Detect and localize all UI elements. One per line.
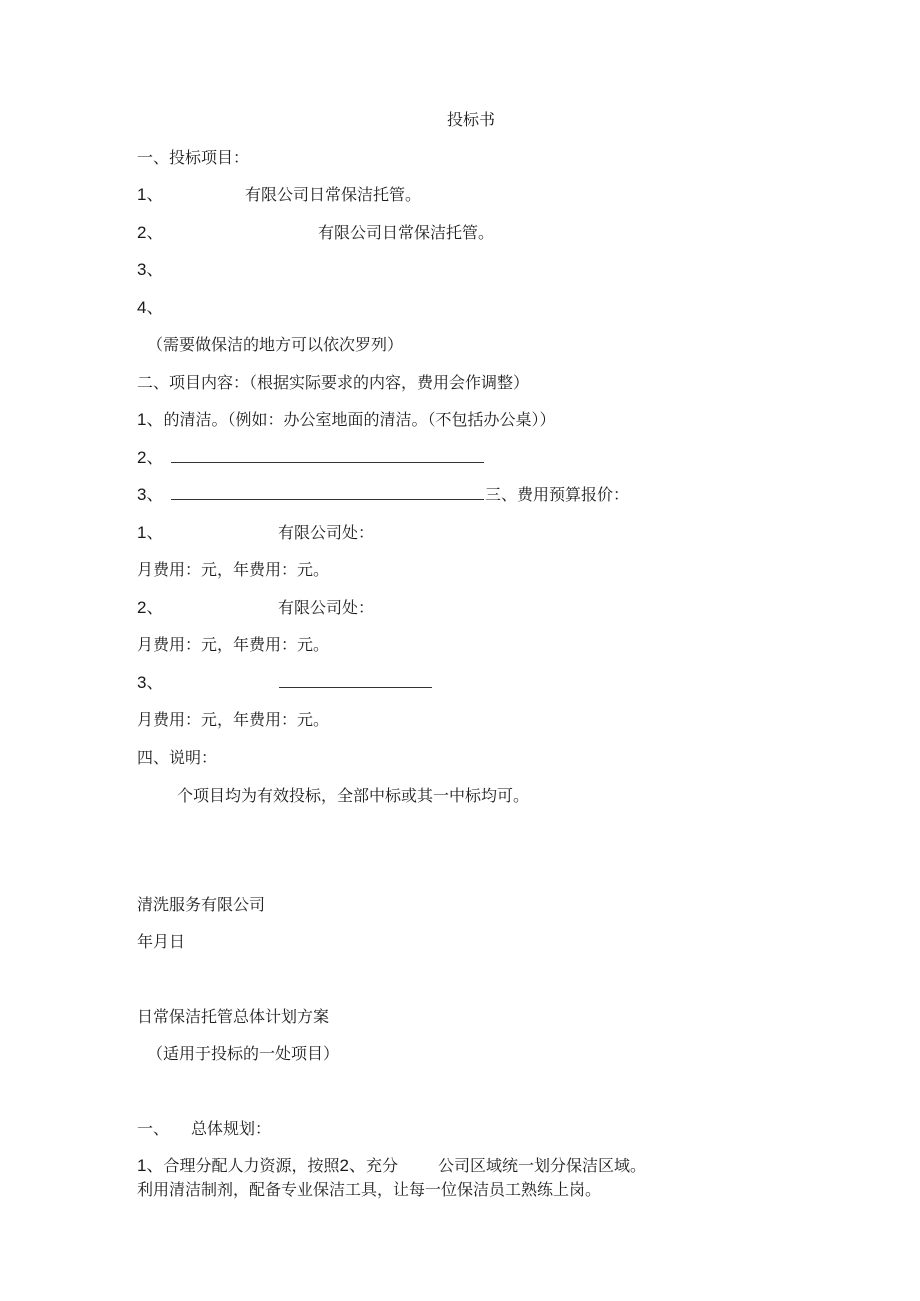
content-item-3-blank [171, 485, 484, 505]
plan-p1-text-b: 充分 [365, 1156, 398, 1175]
plan-p1-text-a: 合理分配人力资源，按照 [163, 1156, 340, 1175]
item-2-number: 2、 [137, 223, 164, 242]
section-1-heading: 一、投标项目： [137, 148, 250, 167]
fee-item-1-text: 有限公司处： [278, 523, 375, 542]
document-title: 投标书 [447, 110, 496, 129]
plan-paragraph-1a [137, 1156, 398, 1176]
fee-item-3-number: 3、 [137, 673, 164, 692]
plan-subtitle: （适用于投标的一处项目） [147, 1044, 340, 1063]
item-1-number: 1、 [137, 185, 164, 204]
plan-p1-number: 1、 [137, 1156, 164, 1175]
section-4-body: 个项目均为有效投标，全部中标或其一中标均可。 [177, 786, 530, 805]
content-item-2-number: 2、 [137, 448, 164, 467]
plan-p1-number-2: 2、 [339, 1156, 366, 1175]
content-item-2-blank [171, 448, 484, 468]
fee-item-1-fee: 月费用：元，年费用：元。 [137, 560, 330, 579]
plan-section-title: 总体规划： [191, 1119, 272, 1138]
item-3-number: 3、 [137, 260, 164, 279]
section-4-heading: 四、说明： [137, 748, 218, 767]
fee-item-1-number: 1、 [137, 523, 164, 542]
fee-item-2-number: 2、 [137, 598, 164, 617]
signature-date: 年月日 [137, 932, 186, 951]
content-item-1-number: 1、 [137, 410, 164, 429]
fee-item-2-fee: 月费用：元，年费用：元。 [137, 635, 330, 654]
section-2-heading: 二、项目内容：（根据实际要求的内容，费用会作调整） [137, 373, 530, 392]
content-item-1-text: 的清洁。（例如：办公室地面的清洁。（不包括办公桌）） [163, 410, 556, 429]
item-4-number: 4、 [137, 298, 164, 317]
section-3-heading: 三、费用预算报价： [485, 485, 630, 504]
signature-company: 清洗服务有限公司 [137, 895, 266, 914]
item-1-text: 有限公司日常保洁托管。 [245, 185, 422, 204]
item-2-text: 有限公司日常保洁托管。 [318, 223, 495, 242]
content-item-1 [137, 410, 555, 430]
fee-item-3-blank [279, 673, 432, 693]
content-item-3-number: 3、 [137, 485, 164, 504]
fee-item-2-text: 有限公司处： [278, 598, 375, 617]
list-note: （需要做保洁的地方可以依次罗列） [147, 335, 404, 354]
plan-paragraph-1b: 公司区域统一划分保洁区域。 [438, 1156, 647, 1175]
plan-section-number: 一、 [137, 1119, 170, 1138]
plan-paragraph-2: 利用清洁制剂，配备专业保洁工具，让每一位保洁员工熟练上岗。 [137, 1180, 602, 1199]
plan-title: 日常保洁托管总体计划方案 [137, 1007, 330, 1026]
fee-item-3-fee: 月费用：元，年费用：元。 [137, 710, 330, 729]
